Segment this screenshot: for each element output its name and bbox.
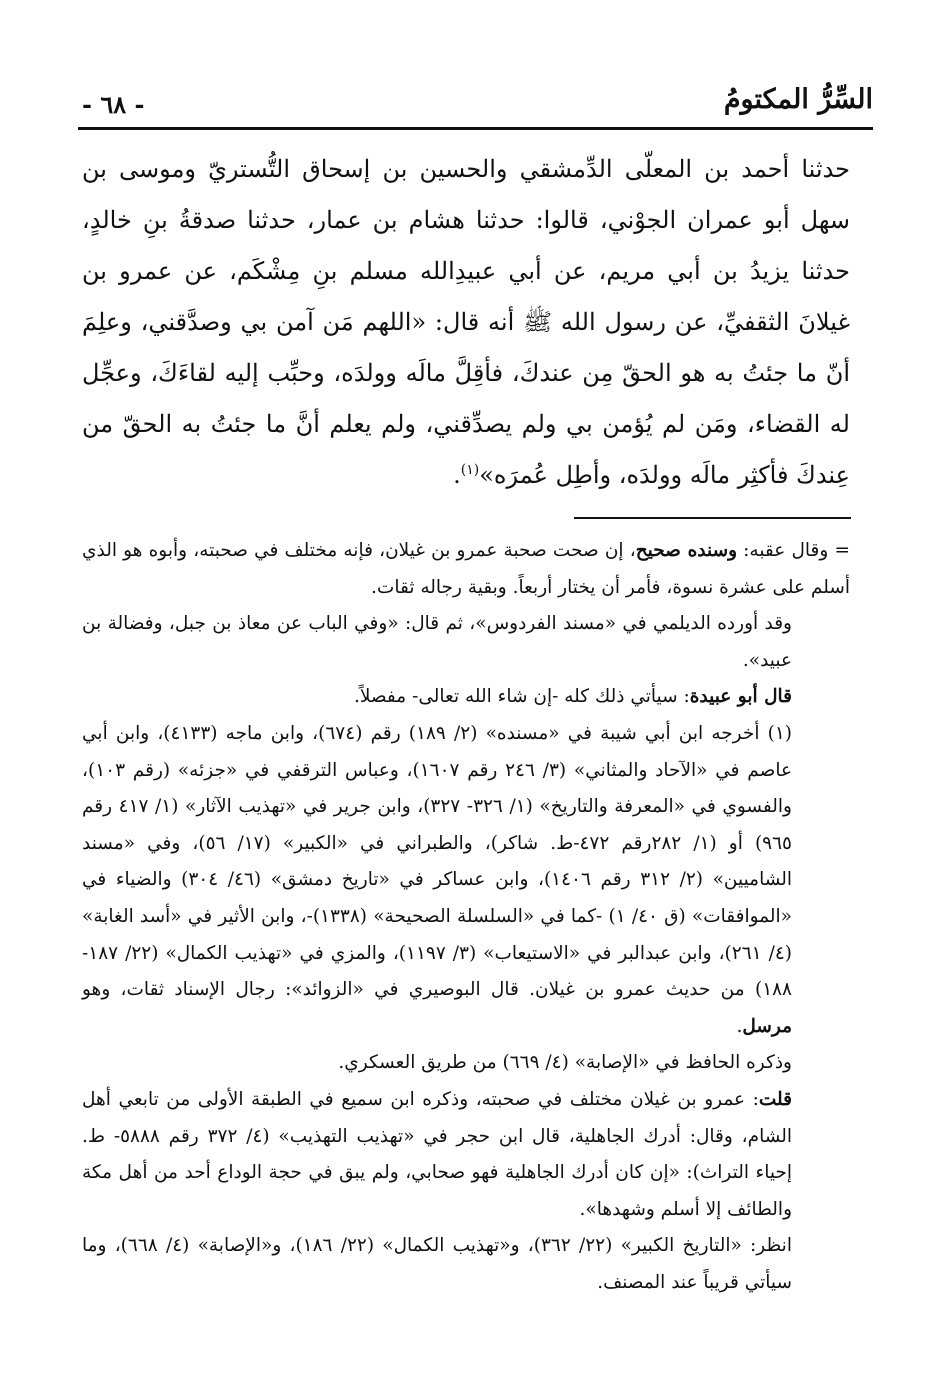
hadith-end: . [453, 461, 461, 489]
daylami-note: وقد أورده الديلمي في «مسند الفردوس»، ثم قال: «وفي الباب عن معاذ بن جبل، وفضالة بن عبيد». [82, 613, 792, 671]
footnote-rule [574, 517, 851, 519]
running-header [78, 80, 873, 126]
footnote-1 [82, 716, 850, 1045]
hadith-body: حدثنا أحمد بن المعلّى الدِّمشقي والحسين بن إسحاق التُّستريّ وموسى بن سهل أبو عمران الجوْني، قالوا: حدثنا هشام بن عمار، حدثنا صدقةُ بنِ خالدٍ، حدثنا يزيدُ بن أبي مريم، عن أبي عبيدِالله مسلم بنِ مِشْكَم، عن عمرو بن غيلانَ الثقفيِّ، عن رسول الله ﷺ أنه قال: «اللهم مَن آمن بي وصدَّقني، وعلِمَ أنّ ما جئتُ به هو الحقّ مِن عندكَ، فأقِلَّ مالَه وولدَه، وحبِّب إليه لقاءَكَ، وعجِّل له القضاء، ومَن لم يُؤمن بي ولم يصدِّقني، ولم يعلم أنَّ ما جئتُ به الحقّ من عِندكَ فأكثِر مالَه وولدَه، وأطِل عُمرَه» [82, 155, 851, 489]
qult-note [82, 1082, 850, 1228]
qult-text: : عمرو بن غيلان مختلف في صحبته، وذكره ابن سميع في الطبقة الأولى من تابعي أهل الشام، وقال: أدرك الجاهلية، قال ابن حجر في «تهذيب التهذيب» (٤/ ٣٧٢ رقم ٥٨٨٨- ط. إحياء التراث): «إن كان أدرك الجاهلية فهو صحابي، ولم يبق في حجة الوداع أحد من أهل مكة والطائف إلا أسلم وشهدها». [82, 1088, 792, 1220]
page-number: - ٦٨ - [82, 90, 145, 119]
running-title: السِّرُّ المكتومُ [723, 84, 873, 115]
qult-label: قلت [758, 1088, 792, 1110]
abu-ubaida-label: قال أبو عبيدة [689, 686, 792, 708]
abu-ubaida-text: : سيأتي ذلك كله -إن شاء الله تعالى- مفصلاً. [353, 686, 690, 708]
continuation-bold: وسنده صحيح [635, 540, 738, 561]
footnote-1-text: (١) أخرجه ابن أبي شيبة في «مسنده» (٢/ ١٨٩) رقم (٦٧٤)، وابن ماجه (٤١٣٣)، وابن أبي عاصم في «الآحاد والمثاني» (٣/ ٢٤٦ رقم ١٦٠٧)، وعباس الترقفي في «جزئه» (رقم ١٠٣)، والفسوي في «المعرفة والتاريخ» (١/ ٣٢٦- ٣٢٧)، وابن جرير في «تهذيب الآثار» (١/ ٤١٧ رقم ٩٦٥) أو (١/ ٢٨٢رقم ٤٧٢-ط. شاكر)، والطبراني في «الكبير» (١٧/ ٥٦)، وفي «مسند الشاميين» (٢/ ٣١٢ رقم ١٤٠٦)، وابن عساكر في «تاريخ دمشق» (٤٦/ ٣٠٤) والضياء في «الموافقات» (ق ٤٠/ ١) -كما في «السلسلة الصحيحة» (١٣٣٨)-، وابن الأثير في «أسد الغابة» (٤/ ٢٦١)، وابن عبدالبر في «الاستيعاب» (٣/ ١١٩٧)، والمزي في «تهذيب الكمال» (٢٢/ ١٨٧- ١٨٨) من حديث عمرو بن غيلان. قال البوصيري في «الزوائد»: رجال الإسناد ثقات، وهو [82, 722, 793, 1001]
unzur-note: انظر: «التاريخ الكبير» (٢٢/ ٣٦٢)، و«تهذيب الكمال» (٢٢/ ١٨٦)، و«الإصابة» (٤/ ٦٦٨)، وما سيأتي قريباً عند المصنف. [82, 1235, 792, 1293]
hadith-text [82, 144, 850, 501]
continuation-prefix: = وقال عقبه: [737, 540, 850, 561]
abu-ubaida-note [82, 679, 850, 716]
continuation-rest: ، إن صحت صحبة عمرو بن غيلان، فإنه مختلف في صحبته، وأبوه هو الذي أسلم على عشرة نسوة، فأمر أن يختار أربعاً. وبقية رجاله ثقات. [82, 540, 850, 598]
footnote-ref: (١) [460, 462, 480, 478]
hafiz-note: وذكره الحافظ في «الإصابة» (٤/ ٦٦٩) من طريق العسكري. [338, 1052, 792, 1074]
footnote-continuation [82, 533, 850, 606]
footnote-1-bold: مرسل [742, 1015, 792, 1037]
header-rule [78, 127, 873, 130]
footnote-1-end: . [736, 1015, 743, 1037]
footnotes-section [82, 533, 850, 1301]
